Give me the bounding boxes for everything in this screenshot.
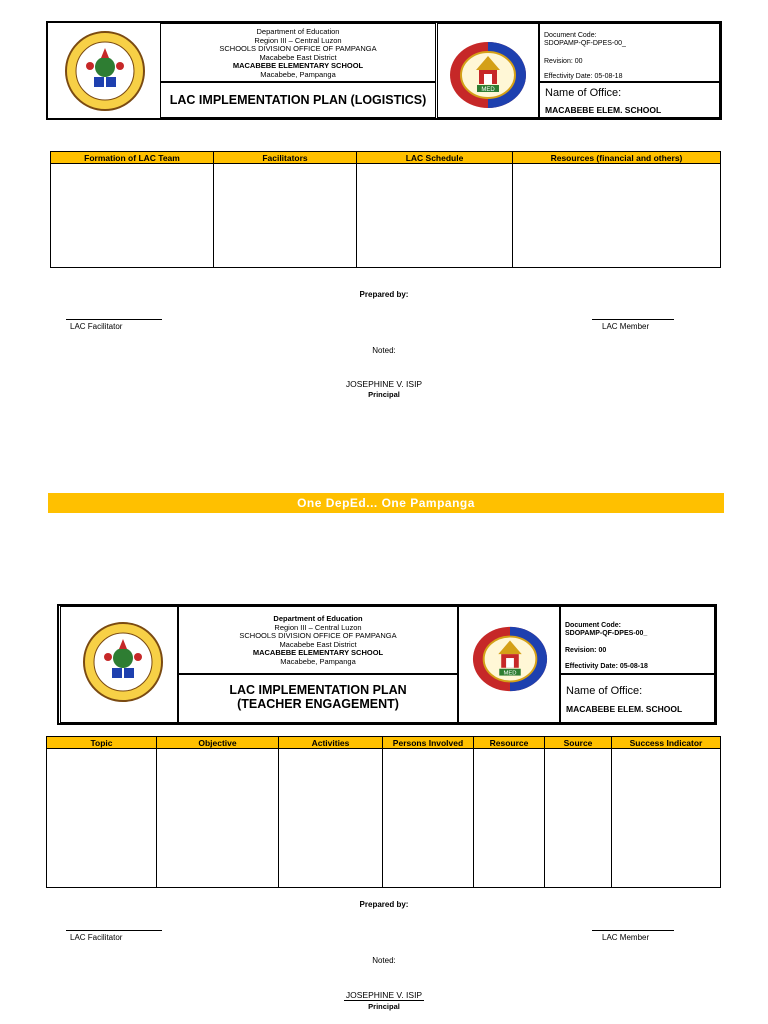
office-value: MACABEBE ELEM. SCHOOL — [545, 105, 662, 115]
doc-code-label: Document Code: — [544, 32, 597, 39]
region-name: Region III – Central Luzon — [274, 622, 362, 632]
table-cell[interactable] — [51, 164, 214, 268]
school-location: Macabebe, Pampanga — [260, 69, 336, 79]
facilitator-signature-line-2 — [66, 930, 162, 931]
col-header: Source — [545, 737, 612, 749]
page-title-logistics: LAC IMPLEMENTATION PLAN (LOGISTICS) — [160, 82, 436, 118]
col-header: Topic — [47, 737, 157, 749]
seal-school-right-1 — [448, 40, 528, 110]
doc-info-box — [539, 23, 720, 82]
table-cell[interactable] — [214, 164, 357, 268]
seal-center-text: MED — [481, 87, 495, 93]
principal-title-2: Principal — [368, 1002, 400, 1011]
table-cell[interactable] — [474, 749, 545, 888]
facilitator-label-2: LAC Facilitator — [70, 933, 123, 942]
noted-label: Noted: — [372, 346, 396, 355]
district-name: Macabebe East District — [259, 52, 337, 62]
logistics-table-wrap — [50, 151, 720, 268]
table-cell[interactable] — [157, 749, 279, 888]
principal-signature-line — [344, 1000, 424, 1001]
header-address-block — [160, 23, 436, 82]
region-name: Region III – Central Luzon — [254, 35, 342, 45]
office-label: Name of Office: — [566, 685, 643, 697]
prepared-by-label: Prepared by: — [359, 290, 409, 299]
table-cell[interactable] — [513, 164, 721, 268]
revision-text: Revision: 00 — [544, 58, 583, 65]
doc-code-value: SDOPAMP-QF-DPES-00_ — [544, 40, 626, 47]
dept-name: Department of Education — [256, 27, 340, 36]
office-box-2 — [560, 674, 715, 723]
noted-label-2: Noted: — [372, 956, 396, 965]
division-name: SCHOOLS DIVISION OFFICE OF PAMPANGA — [239, 631, 397, 641]
school-name: MACABEBE ELEMENTARY SCHOOL — [232, 61, 364, 71]
col-header: Resource — [474, 737, 545, 749]
engagement-table-wrap — [46, 736, 720, 888]
seal-deped-left-2 — [78, 621, 168, 703]
col-header: Persons Involved — [383, 737, 474, 749]
deped-banner: One DepEd... One Pampanga — [48, 493, 724, 513]
seal-center-text: MED — [503, 670, 517, 677]
prepared-by-label-2: Prepared by: — [359, 900, 409, 909]
doc-code-value: SDOPAMP-QF-DPES-00_ — [565, 630, 648, 637]
table-cell[interactable] — [357, 164, 513, 268]
dept-name: Department of Education — [273, 614, 363, 623]
col-header: Formation of LAC Team — [51, 152, 214, 164]
col-header: Success Indicator — [612, 737, 721, 749]
page-title-engagement: LAC IMPLEMENTATION PLAN (TEACHER ENGAGEMENT) — [178, 674, 458, 723]
revision-text: Revision: 00 — [565, 647, 607, 654]
member-signature-line-2 — [592, 930, 674, 931]
facilitator-label: LAC Facilitator — [70, 322, 123, 331]
principal-title: Principal — [368, 390, 400, 399]
col-header: Resources (financial and others) — [513, 152, 721, 164]
table-cell[interactable] — [279, 749, 383, 888]
engagement-table — [46, 736, 721, 888]
office-value: MACABEBE ELEM. SCHOOL — [566, 704, 683, 714]
table-cell[interactable] — [612, 749, 721, 888]
col-header: Facilitators — [214, 152, 357, 164]
table-cell[interactable] — [47, 749, 157, 888]
office-label: Name of Office: — [545, 87, 622, 99]
school-name: MACABEBE ELEMENTARY SCHOOL — [252, 648, 384, 658]
logistics-table — [50, 151, 721, 268]
seal-deped-left-1 — [60, 30, 150, 112]
table-cell[interactable] — [383, 749, 474, 888]
col-header: LAC Schedule — [357, 152, 513, 164]
school-location: Macabebe, Pampanga — [280, 656, 356, 666]
principal-name: JOSEPHINE V. ISIP — [345, 379, 423, 389]
member-label-2: LAC Member — [602, 933, 650, 942]
col-header: Objective — [157, 737, 279, 749]
table-cell[interactable] — [545, 749, 612, 888]
office-box — [539, 82, 720, 118]
col-header: Activities — [279, 737, 383, 749]
doc-code-label: Document Code: — [565, 622, 621, 629]
division-name: SCHOOLS DIVISION OFFICE OF PAMPANGA — [219, 44, 377, 54]
effectivity-text: Effectivity Date: 05-08-18 — [565, 663, 648, 670]
member-signature-line — [592, 319, 674, 320]
seal-school-right-2 — [471, 624, 549, 694]
facilitator-signature-line — [66, 319, 162, 320]
doc-info-box-2 — [560, 606, 715, 674]
principal-name-2: JOSEPHINE V. ISIP — [345, 990, 423, 1000]
member-label: LAC Member — [602, 322, 650, 331]
effectivity-text: Effectivity Date: 05-08-18 — [544, 73, 623, 80]
header-address-block-2 — [178, 606, 458, 674]
district-name: Macabebe East District — [279, 639, 357, 649]
